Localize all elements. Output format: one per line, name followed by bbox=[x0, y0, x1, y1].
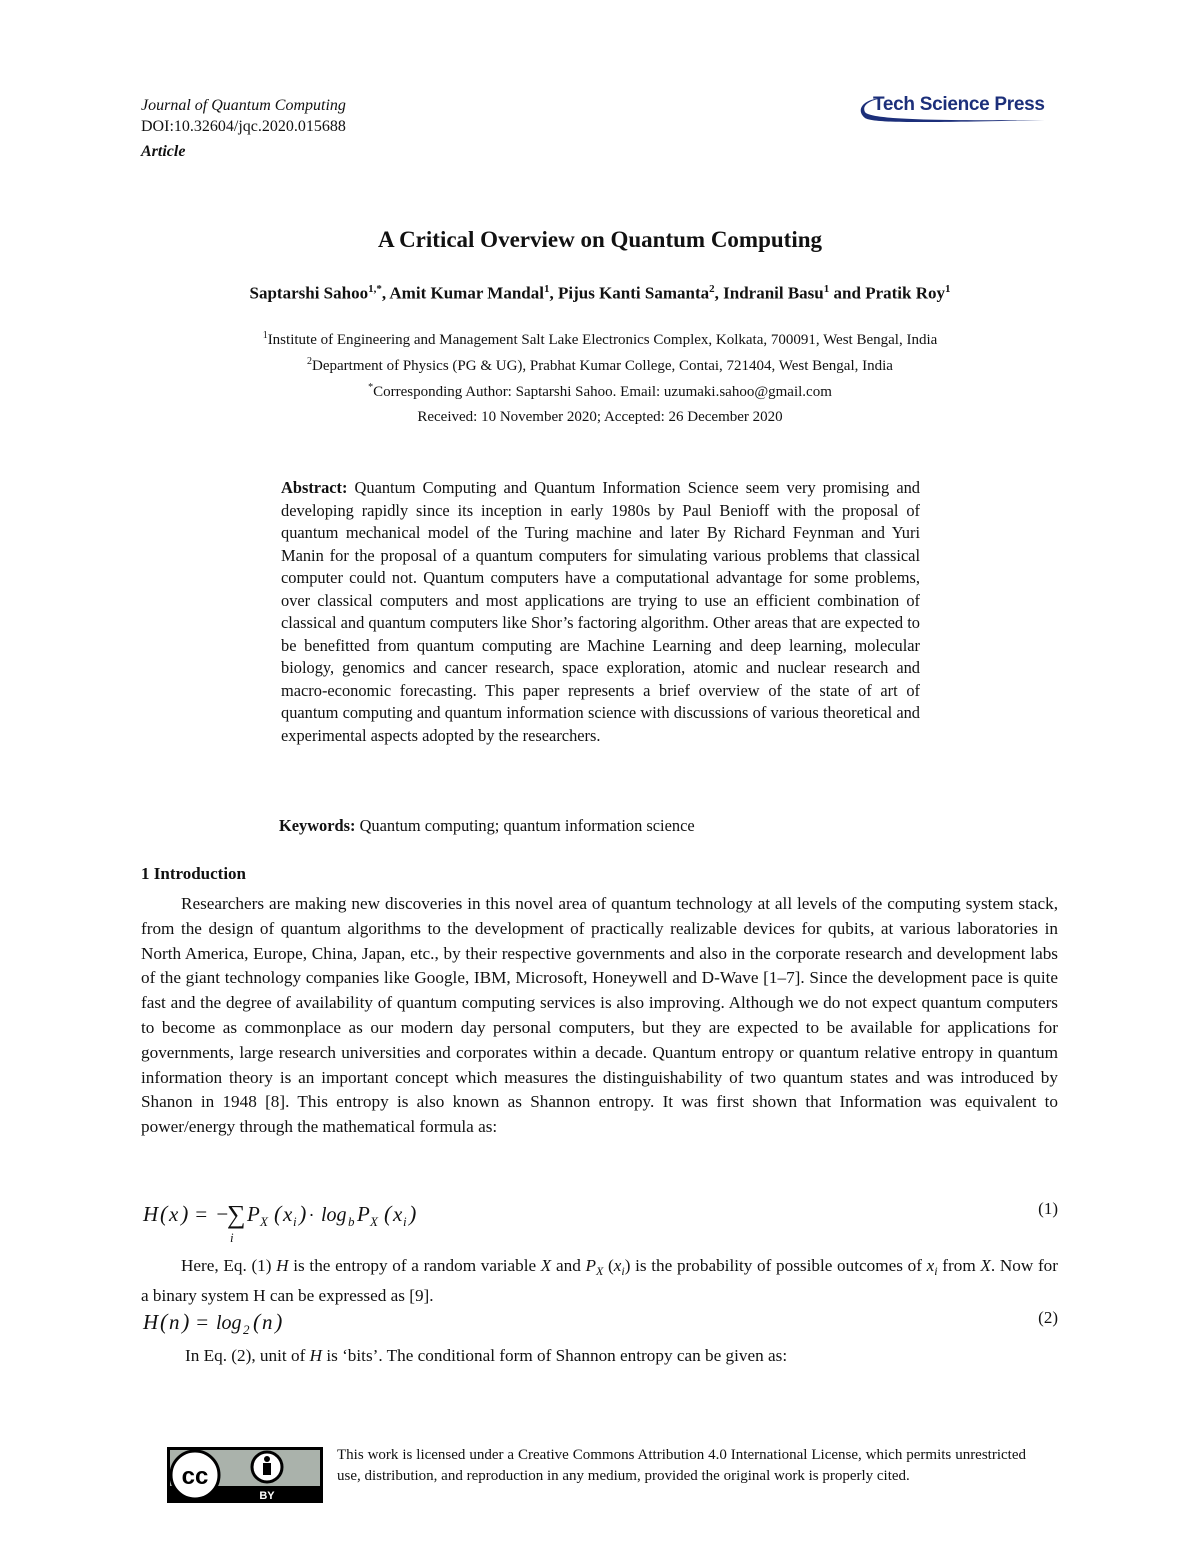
text-span: from bbox=[937, 1256, 981, 1275]
symbol-i-subscript: i bbox=[621, 1264, 625, 1278]
svg-text:H: H bbox=[143, 1202, 159, 1226]
svg-text:i: i bbox=[230, 1230, 234, 1245]
publisher-logo bbox=[855, 92, 1060, 124]
svg-text:−: − bbox=[215, 1202, 230, 1226]
publisher-logo-text: Tech Science Press bbox=[873, 94, 1045, 115]
symbol-h: H bbox=[309, 1346, 323, 1365]
abstract-text: Quantum Computing and Quantum Information Science seem very promising and developing rapidly since its inception in early 1980s by Paul Benioff with the proposal of quantum mechanical model of the Turing machine and later By Richard Feynman and Yuri Manin for the proposal of a quantum computers for simulating various problems that classical computer could not. Quantum computers have a computational advantage for some problems, over classical computers and most applications are trying to use an efficient combination of classical and quantum computers like Shor’s factoring algorithm. Other areas that are expected to be benefitted from quantum computing are Machine Learning and deep learning, molecular biology, genomics and cancer research, space exploration, atomic and nuclear research and macro-economic forecasting. This paper represents a brief overview of the state of art of quantum computing and quantum information science with discussions of various theoretical and experimental aspects adopted by the researchers. bbox=[281, 478, 920, 745]
abstract-label: Abstract: bbox=[281, 478, 348, 497]
svg-text:x: x bbox=[283, 1202, 293, 1226]
text-span: is ‘bits’. The conditional form of Shannon entropy can be given as: bbox=[322, 1346, 788, 1365]
affiliation-text: Institute of Engineering and Management Salt Lake Electronics Complex, Kolkata, 700091, West Bengal, India bbox=[267, 332, 938, 348]
svg-text:=: = bbox=[194, 1202, 209, 1226]
svg-text:b: b bbox=[348, 1214, 355, 1229]
svg-text:X: X bbox=[370, 1214, 378, 1229]
text-span: ( bbox=[603, 1256, 614, 1275]
text-span: and bbox=[551, 1256, 586, 1275]
equation-1-formula bbox=[141, 1199, 461, 1245]
corresponding-text: Corresponding Author: Saptarshi Sahoo. Email: uzumaki.sahoo@gmail.com bbox=[373, 384, 832, 400]
svg-text:): ) bbox=[182, 1309, 190, 1334]
affiliation-1 bbox=[0, 330, 1200, 349]
equation-1-number: (1) bbox=[1038, 1199, 1058, 1218]
affiliation-text: Department of Physics (PG & UG), Prabhat Kumar College, Contai, 721404, West Bengal, India bbox=[312, 358, 893, 374]
text-span: is the entropy of a random variable bbox=[288, 1256, 541, 1275]
section-heading-introduction: 1 Introduction bbox=[141, 864, 247, 883]
svg-text:x: x bbox=[393, 1202, 403, 1226]
svg-text:x: x bbox=[169, 1202, 179, 1226]
author-name: Amit Kumar Mandal bbox=[389, 283, 544, 303]
text-span: In Eq. (2), unit of bbox=[185, 1346, 310, 1365]
equation-2-formula bbox=[141, 1308, 341, 1338]
svg-text:n: n bbox=[169, 1310, 180, 1334]
text-span: Here, Eq. (1) bbox=[181, 1256, 277, 1275]
svg-text:i: i bbox=[293, 1214, 297, 1229]
symbol-p-subscript: X bbox=[595, 1264, 604, 1278]
symbol-h: H bbox=[276, 1256, 289, 1275]
symbol-x: X bbox=[980, 1256, 991, 1275]
svg-text:log: log bbox=[216, 1312, 242, 1334]
corresponding-author bbox=[0, 382, 1200, 401]
author-separator: , bbox=[549, 283, 558, 303]
affiliation-marker: 1 bbox=[262, 330, 268, 341]
symbol-xi: x bbox=[926, 1256, 935, 1275]
symbol-p: P bbox=[585, 1256, 596, 1275]
svg-text:2: 2 bbox=[243, 1322, 250, 1337]
author-name: Indranil Basu bbox=[723, 283, 824, 303]
svg-text:): ) bbox=[409, 1201, 417, 1226]
author-separator: and bbox=[829, 283, 866, 303]
author-separator: , bbox=[714, 283, 724, 303]
equation-1 bbox=[141, 1199, 1058, 1245]
svg-text:cc: cc bbox=[181, 1463, 209, 1490]
author-list bbox=[0, 283, 1200, 304]
svg-text:log: log bbox=[321, 1204, 347, 1226]
symbol-i-subscript: i bbox=[934, 1264, 938, 1278]
equation-2 bbox=[141, 1308, 1058, 1336]
paper-title: A Critical Overview on Quantum Computing bbox=[377, 227, 823, 252]
svg-text:P: P bbox=[357, 1202, 370, 1226]
svg-text:): ) bbox=[299, 1201, 307, 1226]
keywords bbox=[279, 816, 695, 836]
svg-text:): ) bbox=[181, 1201, 189, 1226]
article-type: Article bbox=[141, 143, 186, 160]
received-accepted-dates: Received: 10 November 2020; Accepted: 26 December 2020 bbox=[417, 409, 783, 425]
license-statement: This work is licensed under a Creative Commons Attribution 4.0 International License, which permits unrestricted use, distribution, and reproduction in any medium, provided the original work is properly cited. bbox=[337, 1447, 1026, 1484]
equation-2-explanation bbox=[141, 1344, 1058, 1369]
svg-text:): ) bbox=[275, 1309, 283, 1334]
cc-by-icon bbox=[167, 1447, 323, 1503]
author-affiliation-marker: 1 bbox=[543, 283, 550, 295]
svg-text:n: n bbox=[262, 1310, 273, 1334]
author-affiliation-marker: 1,* bbox=[368, 283, 382, 295]
symbol-x: X bbox=[540, 1256, 552, 1275]
text-span: . Now for a binary system H can be expressed as [9]. bbox=[141, 1256, 1058, 1305]
author-affiliation-marker: 1 bbox=[823, 283, 830, 295]
svg-text:P: P bbox=[247, 1202, 260, 1226]
svg-text:X: X bbox=[260, 1214, 268, 1229]
svg-text:(: ( bbox=[253, 1309, 261, 1334]
author-affiliation-marker: 1 bbox=[944, 283, 951, 295]
keywords-text: Quantum computing; quantum information science bbox=[359, 816, 695, 835]
introduction-paragraph: Researchers are making new discoveries in this novel area of quantum technology at all levels of the computing system stack, from the design of quantum algorithms to the development of practically realizable devices for qubits, at various laboratories in North America, Europe, China, Japan, etc., by their respective governments and also in the corporate research and development labs of the giant technology companies like Google, IBM, Microsoft, Honeywell and D-Wave [1–7]. Since the development pace is quite fast and the degree of availability of quantum computing services is also improving. Although we do not expect quantum computers to become as commonplace as our modern day personal computers, but they are expected to be available for applications for governments, large research universities and corporates within a decade. Quantum entropy or quantum relative entropy in quantum information theory is an important concept which measures the distinguishability of two quantum states and was introduced by Shanon in 1948 [8]. This entropy is also known as Shannon entropy. It was first shown that Information was equivalent to power/energy through the mathematical formula as: bbox=[141, 894, 1058, 1137]
corresponding-marker: * bbox=[368, 382, 374, 393]
abstract bbox=[281, 477, 920, 747]
text-span: ) is the probability of possible outcomes of bbox=[624, 1256, 927, 1275]
svg-text:(: ( bbox=[160, 1309, 168, 1334]
svg-text:(: ( bbox=[384, 1201, 392, 1226]
journal-name: Journal of Quantum Computing bbox=[141, 97, 346, 114]
svg-text:=: = bbox=[195, 1310, 210, 1334]
doi: DOI:10.32604/jqc.2020.015688 bbox=[141, 118, 346, 135]
keywords-label: Keywords: bbox=[279, 816, 356, 835]
cc-by-text: BY bbox=[259, 1490, 275, 1502]
svg-text:i: i bbox=[403, 1214, 407, 1229]
equation-1-explanation bbox=[141, 1254, 1058, 1309]
author-name: Pratik Roy bbox=[865, 283, 945, 303]
svg-text:·: · bbox=[309, 1205, 314, 1225]
author-separator: , bbox=[381, 283, 390, 303]
affiliation-marker: 2 bbox=[307, 356, 313, 367]
svg-text:(: ( bbox=[160, 1201, 168, 1226]
svg-text:H: H bbox=[143, 1310, 159, 1334]
equation-2-number: (2) bbox=[1038, 1308, 1058, 1327]
cc-by-license-badge bbox=[167, 1447, 323, 1503]
svg-text:∑: ∑ bbox=[227, 1200, 246, 1229]
author-affiliation-marker: 2 bbox=[709, 283, 715, 295]
affiliation-2 bbox=[0, 356, 1200, 375]
author-name: Pijus Kanti Samanta bbox=[557, 283, 710, 303]
svg-text:(: ( bbox=[274, 1201, 282, 1226]
author-name: Saptarshi Sahoo bbox=[249, 283, 369, 303]
symbol-xi: x bbox=[613, 1256, 622, 1275]
